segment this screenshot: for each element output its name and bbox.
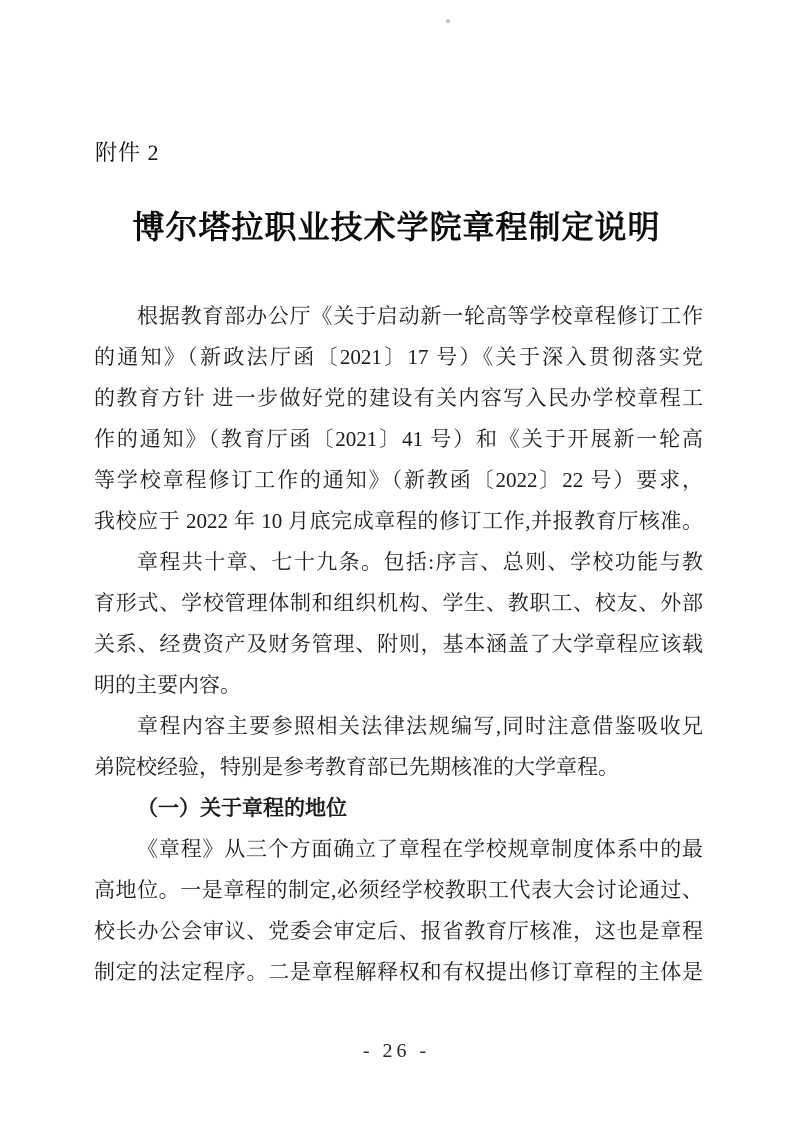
text-line: 的通知》（新政法厅函〔2021〕17 号）《关于深入贯彻落实党: [94, 345, 703, 369]
page-number: - 26 -: [362, 1040, 431, 1062]
scan-artifact-speck: [446, 19, 450, 23]
text-line: 《章程》从三个方面确立了章程在学校规章制度体系中的最: [137, 837, 703, 861]
text-line: 高地位。一是章程的制定,必须经学校教职工代表大会讨论通过、: [94, 878, 703, 902]
text-line: （一）关于章程的地位: [137, 796, 347, 820]
text-line: 章程内容主要参照相关法律法规编写,同时注意借鉴吸收兄: [137, 714, 703, 738]
text-line: 作的通知》（教育厅函〔2021〕41 号）和《关于开展新一轮高: [94, 427, 703, 451]
text-line: 关系、经费资产及财务管理、附则，基本涵盖了大学章程应该载: [94, 632, 703, 656]
text-line: 制定的法定程序。二是章程解释权和有权提出修订章程的主体是: [94, 960, 703, 984]
text-line: 育形式、学校管理体制和组织机构、学生、教职工、校友、外部: [94, 591, 703, 615]
text-line: 等学校章程修订工作的通知》（新教函〔2022〕22 号）要求，: [94, 468, 703, 492]
text-line: 弟院校经验，特别是参考教育部已先期核准的大学章程。: [94, 755, 619, 779]
page-title: 博尔塔拉职业技术学院章程制定说明: [132, 209, 661, 245]
document-body: [94, 296, 703, 993]
text-line: 明的主要内容。: [94, 673, 241, 697]
text-line: 的教育方针 进一步做好党的建设有关内容写入民办学校章程工: [94, 386, 703, 410]
text-line: 根据教育部办公厅《关于启动新一轮高等学校章程修订工作: [137, 304, 703, 328]
attachment-label: 附件 2: [95, 140, 160, 165]
text-line: 校长办公会审议、党委会审定后、报省教育厅核准，这也是章程: [94, 919, 703, 943]
text-line: 我校应于 2022 年 10 月底完成章程的修订工作,并报教育厅核准。: [94, 509, 703, 533]
text-line: 章程共十章、七十九条。包括:序言、总则、学校功能与教: [137, 550, 703, 574]
